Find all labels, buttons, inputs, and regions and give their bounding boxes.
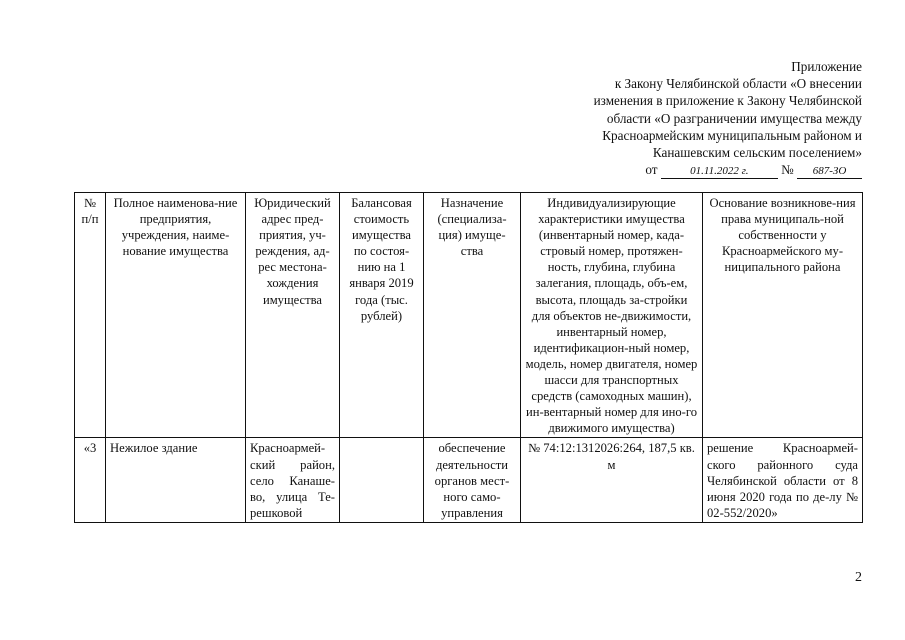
header-line: изменения в приложение к Закону Челябинской (593, 93, 862, 109)
header-cell-purpose: Назначение (специализа-ция) имуще-ства (424, 193, 521, 438)
header-cell-name: Полное наименова-ние предприятия, учреждения, наиме-нование имущества (106, 193, 246, 438)
date-number-line (594, 161, 862, 179)
appendix-header (594, 58, 862, 179)
header-cell-basis: Основание возникнове-ния права муниципаль-ной собственности у Красноармейского му-ниципального района (703, 193, 863, 438)
number-label: № (781, 162, 794, 178)
header-line: Приложение (791, 59, 862, 74)
header-line: области «О разграничении имущества между (606, 110, 862, 126)
law-date: 01.11.2022 г. (661, 165, 778, 179)
property-table (74, 192, 863, 523)
header-cell-number: № п/п (75, 193, 106, 438)
header-cell-balance: Балансовая стоимость имущества по состоя-нию на 1 января 2019 года (тыс. рублей) (340, 193, 424, 438)
cell-balance (340, 438, 424, 522)
table-row (75, 438, 863, 522)
cell-name: Нежилое здание (106, 438, 246, 522)
header-line: Красноармейским муниципальным районом и (602, 127, 862, 143)
header-cell-characteristics: Индивидуализирующие характеристики имущества (инвентарный номер, када-стровый номер, протяжен-ность, глубина, глубина залегания, площадь, объ-ем, высота, площадь за-стройки для объектов не-движимости, инвентарный номер, идентификацион-ный номер, модель, номер двигателя, номер шасси для транспортных средств (самоходных машин), ин-вентарный номер для ино-го движимого имущества) (521, 193, 703, 438)
cell-number: «3 (75, 438, 106, 522)
cell-basis: решение Красноармей-ского районного суда Челябинской области от 8 июня 2020 года по де-лу № 02-552/2020» (703, 438, 863, 522)
table-header-row (75, 193, 863, 438)
header-cell-address: Юридический адрес пред-приятия, уч-реждения, ад-рес местона-хождения имущества (246, 193, 340, 438)
law-number: 687-ЗО (797, 165, 862, 179)
cell-characteristics: № 74:12:1312026:264, 187,5 кв. м (521, 438, 703, 522)
header-line: к Закону Челябинской области «О внесении (614, 76, 862, 92)
from-label: от (645, 162, 658, 178)
page-number: 2 (855, 570, 862, 585)
header-line: Канашевским сельским поселением» (652, 145, 862, 161)
cell-purpose: обеспечение деятельности органов мест-ного само-управления (424, 438, 521, 522)
cell-address: Красноармей-ский район, село Канаше-во, улица Те-решковой (246, 438, 340, 522)
